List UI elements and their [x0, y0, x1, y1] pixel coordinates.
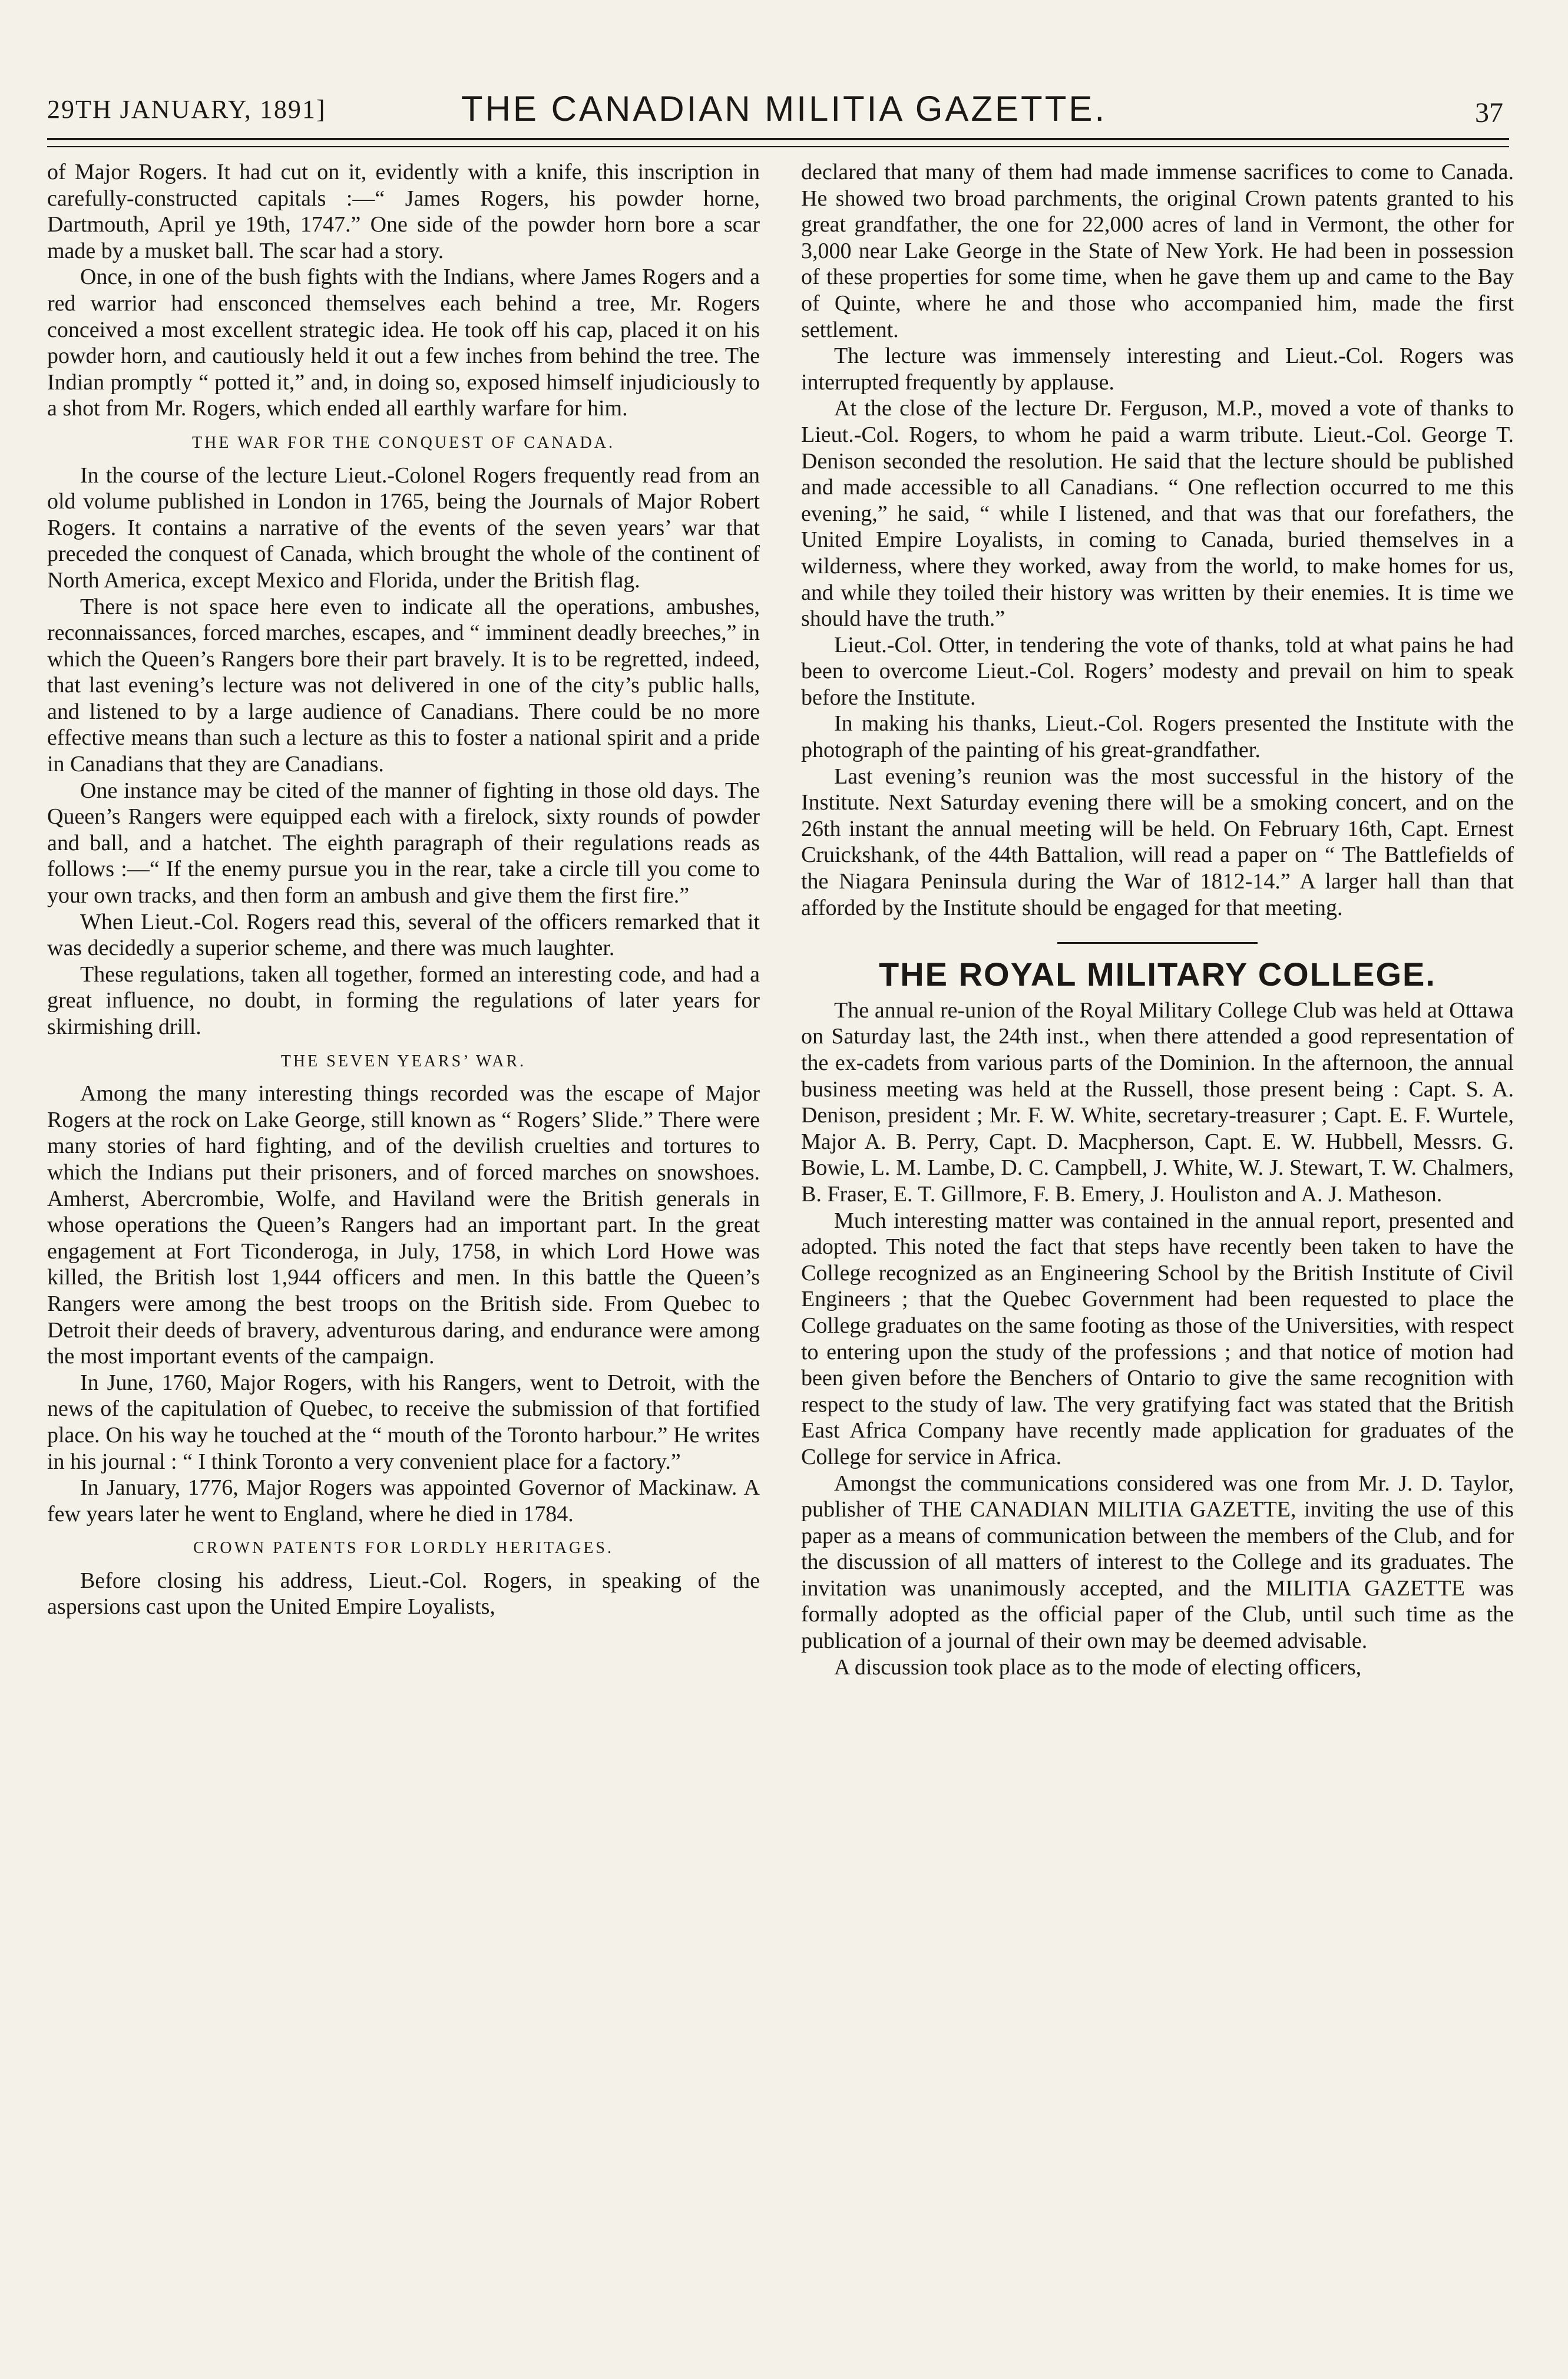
- article-divider: [1057, 942, 1258, 944]
- paragraph: Lieut.-Col. Otter, in tendering the vote of thanks, told at what pains he had been to overcome Lieut.-Col. Rogers’ modesty and prevail on him to speak before the Institute.: [801, 632, 1514, 710]
- page-header: [47, 88, 1521, 136]
- paragraph: Among the many interesting things recorded was the escape of Major Rogers at the rock on Lake George, still known as “ Rogers’ Slide.” There were many stories of hard fighting, and of the devilish cruelties and tortures to which the Indians put their prisoners, and of forced marches on snowshoes. Amherst, Abercrombie, Wolfe, and Haviland were the British generals in whose operations the Queen’s Rangers had an important part. In the great engagement at Fort Ticonderoga, in July, 1758, in which Lord Howe was killed, the British lost 1,944 officers and men. In this battle the Queen’s Rangers were among the best troops on the British side. From Quebec to Detroit their deeds of bravery, adventurous daring, and endurance were among the most important events of the campaign.: [47, 1081, 760, 1369]
- paragraph: In the course of the lecture Lieut.-Colonel Rogers frequently read from an old volume published in London in 1765, being the Journals of Major Robert Rogers. It contains a narrative of the events of the seven years’ war that preceded the conquest of Canada, which brought the whole of the continent of North America, except Mexico and Florida, under the British flag.: [47, 462, 760, 593]
- section-heading: THE SEVEN YEARS’ WAR.: [280, 1052, 527, 1070]
- paragraph: One instance may be cited of the manner of fighting in those old days. The Queen’s Rangers were equipped each with a firelock, sixty rounds of powder and ball, and a hatchet. The eighth paragraph of their regulations reads as follows :—“ If the enemy pursue you in the rear, take a circle till you come to your own tracks, and then form an ambush and give them the first fire.”: [47, 778, 760, 908]
- issue-date: 29TH JANUARY, 1891]: [47, 95, 326, 124]
- paragraph: Before closing his address, Lieut.-Col. Rogers, in speaking of the aspersions cast upon the United Empire Loyalists,: [47, 1568, 760, 1620]
- paragraph: These regulations, taken all together, formed an interesting code, and had a great influence, no doubt, in forming the regulations of later years for skirmishing drill.: [47, 961, 760, 1039]
- page-number: 37: [1475, 97, 1503, 128]
- paragraph: Last evening’s reunion was the most successful in the history of the Institute. Next Saturday evening there will be a smoking concert, and on the 26th instant the annual meeting will be held. On February 16th, Capt. Ernest Cruickshank, of the 44th Battalion, will read a paper on “ The Battlefields of the Niagara Peninsula during the War of 1812-14.” A larger hall than that afforded by the Institute should be engaged for that meeting.: [801, 764, 1514, 920]
- paragraph: declared that many of them had made immense sacrifices to come to Canada. He showed two broad parchments, the original Crown patents granted to his great grandfather, the one for 22,000 acres of land in Vermont, the other for 3,000 near Lake George in the State of New York. He had been in possession of these properties for some time, when he gave them up and came to the Bay of Quinte, where he and those who accompanied him, made the first settlement.: [801, 160, 1514, 342]
- paragraph: A discussion took place as to the mode of electing officers,: [834, 1654, 1362, 1680]
- header-rule-thin: [47, 146, 1509, 147]
- left-column: [47, 159, 760, 1620]
- right-column: [801, 159, 1514, 1680]
- paragraph: of Major Rogers. It had cut on it, evidently with a knife, this inscription in carefully-constructed capitals :—“ James Rogers, his powder horne, Dartmouth, April ye 19th, 1747.” One side of the powder horn bore a scar made by a musket ball. The scar had a story.: [47, 160, 760, 263]
- paragraph: There is not space here even to indicate all the operations, ambushes, reconnaissances, forced marches, escapes, and “ imminent deadly breeches,” in which the Queen’s Rangers bore their part bravely. It is to be regretted, indeed, that last evening’s lecture was not delivered in one of the city’s public halls, and listened to by a large audience of Canadians. There could be no more effective means than such a lecture as this to foster a national spirit and a pride in Canadians that they are Canadians.: [47, 594, 760, 777]
- paragraph: In making his thanks, Lieut.-Col. Rogers presented the Institute with the photograph of the painting of his great-grandfather.: [801, 711, 1514, 763]
- newspaper-page: [35, 0, 1521, 2379]
- paragraph: When Lieut.-Col. Rogers read this, several of the officers remarked that it was decidedly a superior scheme, and there was much laughter.: [47, 909, 760, 961]
- paragraph: Much interesting matter was contained in the annual report, presented and adopted. This noted the fact that steps have recently been taken to have the College recognized as an Engineering School by the British Institute of Civil Engineers ; that the Quebec Government had been requested to place the College graduates on the same footing as those of the Universities, with respect to entering upon the study of the professions ; and that notice of motion had been given before the Benchers of Ontario to give the same recognition with respect to the study of law. The very gratifying fact was stated that the British East Africa Company have recently made application for graduates of the College for service in Africa.: [801, 1208, 1514, 1469]
- paragraph: The annual re-union of the Royal Military College Club was held at Ottawa on Saturday last, the 24th inst., when there attended a good representation of the ex-cadets from various parts of the Dominion. In the afternoon, the annual business meeting was held at the Russell, those present being : Capt. S. A. Denison, president ; Mr. F. W. White, secretary-treasurer ; Capt. E. F. Wurtele, Major A. B. Perry, Capt. D. Macpherson, Capt. E. W. Hubbell, Messrs. G. Bowie, L. M. Lambe, D. C. Campbell, J. White, W. J. Stewart, T. W. Chalmers, B. Fraser, E. T. Gillmore, F. B. Emery, J. Houliston and A. J. Matheson.: [801, 997, 1514, 1207]
- paragraph: At the close of the lecture Dr. Ferguson, M.P., moved a vote of thanks to Lieut.-Col. Rogers, to whom he paid a warm tribute. Lieut.-Col. George T. Denison seconded the resolution. He said that the lecture should be published and made accessible to all Canadians. “ One reflection occurred to me this evening,” he said, “ while I listened, and that was that our forefathers, the United Empire Loyalists, in coming to Canada, buried themselves in a wilderness, where they worked, away from the world, to make homes for us, and while they toiled their history was written by their enemies. It is time we should have the truth.”: [801, 396, 1514, 632]
- paragraph: Amongst the communications considered was one from Mr. J. D. Taylor, publisher of THE CANADIAN MILITIA GAZETTE, inviting the use of this paper as a means of communication between the members of the Club, and for the discussion of all matters of interest to the College and its graduates. The invitation was unanimously accepted, and the MILITIA GAZETTE was formally adopted as the official paper of the Club, until such time as the publication of a journal of their own may be deemed advisable.: [801, 1471, 1514, 1654]
- paragraph: In January, 1776, Major Rogers was appointed Governor of Mackinaw. A few years later he went to England, where he died in 1784.: [47, 1475, 760, 1526]
- paragraph: The lecture was immensely interesting and Lieut.-Col. Rogers was interrupted frequently by applause.: [801, 343, 1514, 395]
- paragraph: In June, 1760, Major Rogers, with his Rangers, went to Detroit, with the news of the capitulation of Quebec, to receive the submission of that fortified place. On his way he touched at the “ mouth of the Toronto harbour.” He writes in his journal : “ I think Toronto a very convenient place for a factory.”: [47, 1370, 760, 1474]
- section-heading: THE WAR FOR THE CONQUEST OF CANADA.: [192, 433, 615, 452]
- header-rule: [47, 138, 1509, 140]
- article-title: THE ROYAL MILITARY COLLEGE.: [879, 956, 1436, 993]
- masthead: THE CANADIAN MILITIA GAZETTE.: [461, 89, 1107, 128]
- paragraph: Once, in one of the bush fights with the Indians, where James Rogers and a red warrior had ensconced themselves each behind a tree, Mr. Rogers conceived a most excellent strategic idea. He took off his cap, placed it on his powder horn, and cautiously held it out a few inches from behind the tree. The Indian promptly “ potted it,” and, in doing so, exposed himself injudiciously to a shot from Mr. Rogers, which ended all earthly warfare for him.: [47, 265, 760, 421]
- section-heading: CROWN PATENTS FOR LORDLY HERITAGES.: [193, 1539, 614, 1558]
